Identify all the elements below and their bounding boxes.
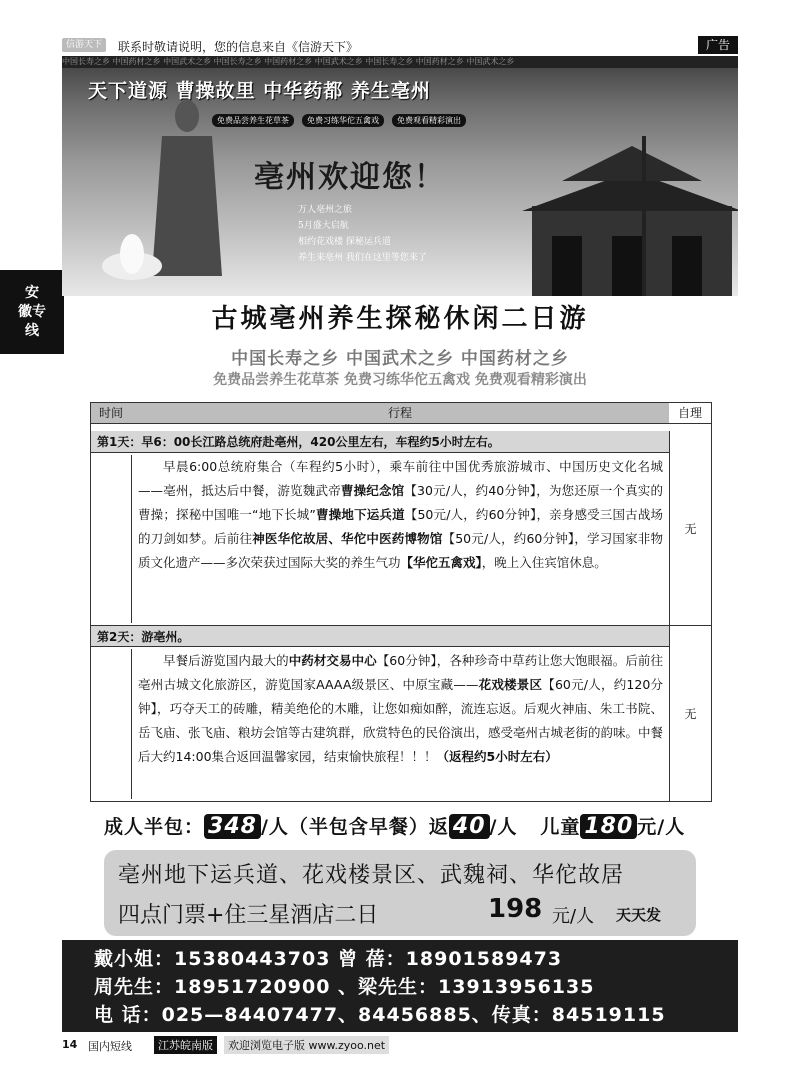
rebate-unit: /人 — [489, 816, 518, 838]
day1-text: 早晨6:00总统府集合（车程约5小时），乘车前往中国优秀旅游城市、中国历史文化名城——亳州，抵达后中餐，游览魏武帝 — [138, 459, 663, 498]
day1-title: 第1天：早6：00长江路总统府赴亳州，420公里左右，车程约5小时左右。 — [91, 431, 669, 453]
day2-highlight: （返程约5小时左右） — [436, 749, 558, 764]
tour-freebies: 免费品尝养生花草茶 免费习练华佗五禽戏 免费观看精彩演出 — [213, 372, 587, 388]
publication-logo: 信游天下 — [62, 38, 106, 52]
page-header — [62, 36, 738, 57]
page-number: 14 — [62, 1038, 78, 1051]
day1-text: 【50元/人，约60分钟】，学习国家非物质文化遗产——多次荣获过国际大奖的养生气功 — [138, 531, 663, 570]
side-tab-line: 线 — [25, 322, 39, 339]
contact-line: 戴小姐：15380443703 曾 蓓：18901589473 — [94, 948, 563, 970]
poem-line: 5月盛大启航 — [298, 221, 349, 231]
promo-banner — [62, 56, 738, 296]
day1-highlight: 【华佗五禽戏】 — [400, 555, 482, 570]
day1-self-cost: 无 — [669, 431, 711, 625]
day1-highlight: 曹操地下运兵道 — [315, 507, 405, 522]
adult-unit: /人（半包含早餐）返 — [260, 816, 449, 838]
adult-price: 348 — [204, 814, 261, 839]
price-line — [104, 812, 685, 839]
package-attractions: 亳州地下运兵道、花戏楼景区、武魏祠、华佗故居 — [118, 863, 625, 888]
section-side-tab — [0, 270, 64, 354]
side-tab-line: 徽专 — [18, 303, 46, 320]
day2-highlight: 中药材交易中心 — [288, 653, 377, 668]
side-tab-line: 安 — [25, 284, 39, 301]
poem-line: 相约花戏楼 探秘运兵道 — [298, 237, 391, 247]
header-self: 自理 — [669, 403, 711, 424]
tour-title: 古城亳州养生探秘休闲二日游 — [211, 304, 589, 334]
contact-panel — [62, 940, 738, 1032]
lotus-icon — [92, 226, 172, 286]
package-price: 198 — [488, 894, 543, 924]
ticket-package-box — [104, 850, 696, 936]
header-time: 时间 — [91, 403, 132, 424]
edition-badge: 江苏皖南版 — [154, 1036, 217, 1054]
adult-label: 成人半包： — [104, 816, 205, 838]
package-schedule: 天天发 — [616, 906, 662, 924]
temple-illustration — [492, 136, 738, 296]
rebate-amount: 40 — [449, 814, 490, 839]
day1-text: 【50元/人，约60分钟】，亲身感受三国古战场的刀剑如梦。后前往 — [138, 507, 663, 546]
tour-subtitle: 中国长寿之乡 中国武术之乡 中国药材之乡 — [231, 349, 569, 369]
banner-pill: 免费品尝养生花草茶 — [212, 114, 294, 127]
package-description: 四点门票+住三星酒店二日 — [118, 903, 379, 928]
day2-text: 早餐后游览国内最大的 — [163, 653, 289, 668]
day1-highlight: 神医华佗故居、华佗中医药博物馆 — [252, 531, 443, 546]
day1-text: 【30元/人，约40分钟】，为您还原一个真实的曹操；探秘中国唯一“地下长城” — [138, 483, 663, 522]
day2-text: 【60元/人，约120分钟】，巧夺天工的砖雕，精美绝伦的木雕，让您如痴如醉，流连忘返。后观火神庙、朱工书院、岳飞庙、张飞庙、粮坊会馆等古建筑群，欣赏特色的民俗演出，感受亳州古城老街的韵味。中餐后大约14:00集合返回温馨家园，结束愉快旅程！！！ — [138, 677, 664, 764]
banner-pill: 免费习练华佗五禽戏 — [302, 114, 384, 127]
day2-self-cost: 无 — [669, 625, 711, 801]
day1-description — [131, 455, 669, 623]
day2-text: 【60分钟】，各种珍奇中草药让您大饱眼福。后前往亳州古城文化旅游区，游览国家AAAA级景区、中原宝藏—— — [138, 653, 663, 692]
poem-line: 养生来亳州 我们在这里等您来了 — [298, 253, 427, 263]
banner-ticker: 中国长寿之乡 中国药材之乡 中国武术之乡 中国长寿之乡 中国药材之乡 中国武术之乡 中国长寿之乡 中国药材之乡 中国武术之乡 — [62, 56, 738, 68]
day2-description — [131, 649, 669, 799]
contact-line: 电 话：025—84407477、84456885、传真：84519115 — [94, 1004, 666, 1026]
child-unit: 元/人 — [637, 816, 686, 838]
day2-title: 第2天：游亳州。 — [91, 625, 669, 647]
day1-highlight: 曹操纪念馆 — [340, 483, 405, 498]
child-label: 儿童 — [540, 816, 581, 838]
header-note: 联系时敬请说明，您的信息来自《信游天下》 — [118, 40, 359, 54]
banner-poem — [298, 202, 427, 266]
welcome-calligraphy: 亳州欢迎您！ — [254, 160, 446, 195]
banner-pill: 免费观看精彩演出 — [392, 114, 466, 127]
website-link[interactable]: 欢迎浏览电子版 www.zyoo.net — [224, 1036, 389, 1054]
day2-highlight: 花戏楼景区 — [478, 677, 543, 692]
itinerary-table — [90, 402, 712, 802]
page-footer — [62, 1036, 738, 1052]
contact-line: 周先生：18951720900 、梁先生：13913956135 — [94, 976, 595, 998]
poem-line: 万人亳州之旅 — [298, 205, 353, 215]
footer-section: 国内短线 — [88, 1040, 132, 1053]
banner-pills — [212, 114, 466, 127]
package-unit: 元/人 — [552, 906, 595, 927]
ad-tag: 广告 — [698, 36, 738, 54]
day1-text: ，晚上入住宾馆休息。 — [481, 555, 607, 570]
child-price: 180 — [580, 814, 637, 839]
header-itinerary: 行程 — [131, 403, 670, 424]
banner-slogan: 天下道源 曹操故里 中华药都 养生亳州 — [88, 80, 431, 102]
